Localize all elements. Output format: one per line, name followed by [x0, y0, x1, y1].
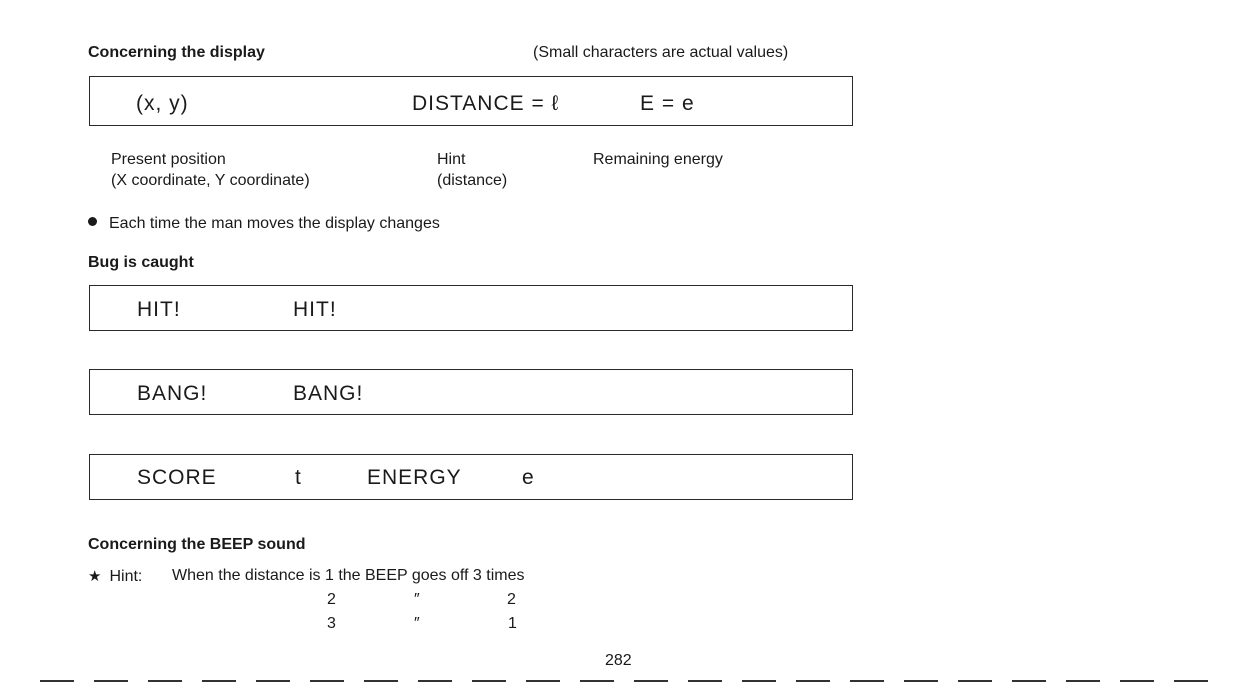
- star-icon: ★: [88, 568, 102, 585]
- score-value: t: [295, 466, 302, 489]
- label-hint-1: Hint: [437, 151, 466, 168]
- display-screen: [89, 76, 853, 126]
- bullet-icon: [88, 217, 97, 226]
- hit-text-2: HIT!: [293, 298, 337, 321]
- page-bottom-rule: [40, 680, 1210, 682]
- label-position-2: (X coordinate, Y coordinate): [111, 172, 310, 189]
- bang-screen: [89, 369, 853, 415]
- actual-values-note: (Small characters are actual values): [533, 44, 789, 61]
- energy-value: e: [522, 466, 535, 489]
- beep-row-distance: 3: [327, 615, 336, 632]
- hint-text: When the distance is 1 the BEEP goes off 3 times: [172, 567, 525, 584]
- page-number: 282: [605, 652, 632, 669]
- caught-heading: Bug is caught: [88, 254, 194, 271]
- bullet-note: [88, 215, 440, 233]
- beep-heading: Concerning the BEEP sound: [88, 536, 306, 553]
- hint-prefix: Hint:: [109, 568, 143, 585]
- display-heading: Concerning the display: [88, 44, 265, 61]
- beep-hint: [88, 567, 142, 586]
- score-label: SCORE: [137, 466, 217, 489]
- beep-row-times: 1: [508, 615, 517, 632]
- screen-position: (x, y): [136, 92, 189, 115]
- beep-row-ditto: ″: [414, 615, 420, 632]
- label-hint-2: (distance): [437, 172, 508, 189]
- beep-row-distance: 2: [327, 591, 336, 608]
- screen-energy: E = e: [640, 92, 695, 115]
- bang-text-1: BANG!: [137, 382, 208, 405]
- label-position-1: Present position: [111, 151, 226, 168]
- bullet-text: Each time the man moves the display changes: [109, 215, 440, 232]
- hit-text-1: HIT!: [137, 298, 181, 321]
- beep-row-ditto: ″: [414, 591, 420, 608]
- bang-text-2: BANG!: [293, 382, 364, 405]
- energy-label: ENERGY: [367, 466, 462, 489]
- hit-screen: [89, 285, 853, 331]
- beep-row-times: 2: [507, 591, 516, 608]
- score-screen: [89, 454, 853, 500]
- screen-distance: DISTANCE = ℓ: [412, 92, 560, 115]
- label-energy: Remaining energy: [593, 151, 723, 168]
